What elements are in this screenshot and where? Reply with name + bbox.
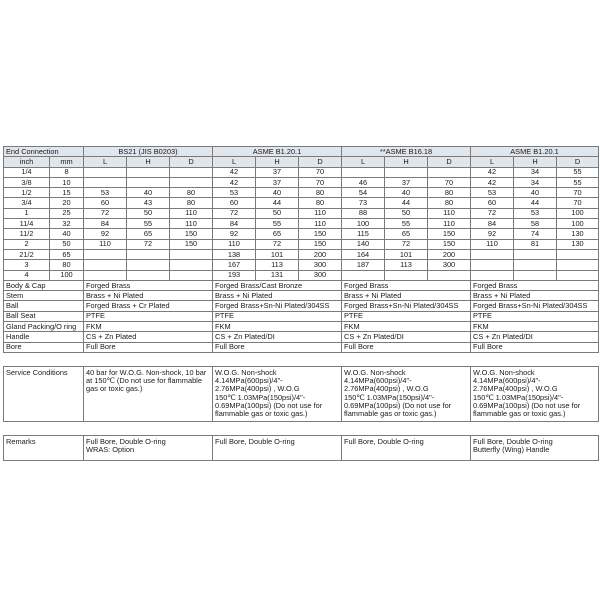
material-value: Brass + Ni Plated — [213, 291, 342, 301]
mm-header: mm — [50, 157, 84, 167]
dimension-cell: 80 — [428, 198, 471, 208]
material-row — [4, 291, 599, 301]
service-conditions-line: W.O.G. Non-shock — [344, 367, 406, 377]
size-row — [4, 270, 599, 280]
dimension-cell: 200 — [428, 249, 471, 259]
dimension-cell: 110 — [299, 208, 342, 218]
material-label: Stem — [4, 291, 84, 301]
service-conditions-line: 4.14MPa(600psi)/4"- — [473, 376, 541, 386]
dimension-cell: 70 — [557, 198, 599, 208]
dimension-cell: 50 — [385, 208, 428, 218]
dimension-cell — [84, 249, 127, 259]
size-mm-cell: 15 — [50, 188, 84, 198]
dimension-cell: 200 — [299, 249, 342, 259]
dimension-cell: 130 — [557, 229, 599, 239]
dimension-cell: 73 — [342, 198, 385, 208]
material-value: Forged Brass + Cr Plated — [84, 301, 213, 311]
dimension-cell: 84 — [84, 219, 127, 229]
size-mm-cell: 20 — [50, 198, 84, 208]
material-value: FKM — [342, 322, 471, 332]
dimension-cell: 55 — [557, 167, 599, 177]
remarks-line: Butterfly (Wing) Handle — [473, 445, 550, 455]
dimension-cell: 110 — [299, 219, 342, 229]
dimension-cell: 74 — [514, 229, 557, 239]
dimension-cell: 140 — [342, 239, 385, 249]
spacer-cell — [4, 421, 599, 435]
dimension-cell — [84, 177, 127, 187]
dimension-cell: 110 — [428, 219, 471, 229]
size-row — [4, 208, 599, 218]
dimension-cell — [342, 167, 385, 177]
size-inch-cell: 11/4 — [4, 219, 50, 229]
dimension-cell — [84, 260, 127, 270]
material-row — [4, 332, 599, 342]
service-conditions-line: W.O.G. Non-shock — [473, 367, 535, 377]
dimension-cell: 53 — [514, 208, 557, 218]
size-inch-cell: 4 — [4, 270, 50, 280]
dimension-cell: 72 — [385, 239, 428, 249]
dimension-cell: 44 — [256, 198, 299, 208]
dimension-cell: 80 — [299, 188, 342, 198]
size-inch-cell: 1/2 — [4, 188, 50, 198]
dimension-cell: 150 — [428, 239, 471, 249]
dimension-cell: 110 — [428, 208, 471, 218]
size-inch-cell: 2 — [4, 239, 50, 249]
dimension-cell: 300 — [428, 260, 471, 270]
remarks-value — [84, 435, 213, 460]
group-header-asme-b1201-b: ASME B1.20.1 — [471, 147, 599, 157]
size-row — [4, 167, 599, 177]
dimension-cell: 81 — [514, 239, 557, 249]
spec-table — [3, 146, 599, 461]
service-conditions-line: flammable gas or toxic gas.) — [344, 408, 437, 418]
dimension-cell: 70 — [299, 177, 342, 187]
material-value: PTFE — [213, 311, 342, 321]
dimension-cell: 115 — [342, 229, 385, 239]
dimension-cell: 150 — [299, 229, 342, 239]
material-value: Forged Brass+Sn-Ni Plated/304SS — [342, 301, 471, 311]
dimension-cell: 130 — [557, 239, 599, 249]
material-value: Forged Brass+Sn-Ni Plated/304SS — [471, 301, 599, 311]
dimension-cell: 37 — [256, 177, 299, 187]
size-row — [4, 229, 599, 239]
dim-header-d: D — [299, 157, 342, 167]
dimension-cell: 110 — [170, 208, 213, 218]
dimension-cell: 167 — [213, 260, 256, 270]
material-row — [4, 322, 599, 332]
dimension-cell: 40 — [385, 188, 428, 198]
size-row — [4, 239, 599, 249]
size-mm-cell: 10 — [50, 177, 84, 187]
dimension-cell: 150 — [170, 239, 213, 249]
dimension-cell — [127, 177, 170, 187]
dimension-cell: 50 — [256, 208, 299, 218]
dimension-cell — [342, 270, 385, 280]
dimension-cell: 53 — [84, 188, 127, 198]
dimension-cell: 193 — [213, 270, 256, 280]
dimension-cell — [170, 177, 213, 187]
material-value: Brass + Ni Plated — [471, 291, 599, 301]
material-value: Brass + Ni Plated — [84, 291, 213, 301]
dimension-cell — [471, 270, 514, 280]
dim-header-d: D — [170, 157, 213, 167]
dimension-cell: 43 — [127, 198, 170, 208]
service-conditions-line: at 150℃ (Do not use for flammable — [86, 376, 202, 386]
group-header-asme-b1201-a: ASME B1.20.1 — [213, 147, 342, 157]
dimension-cell: 37 — [385, 177, 428, 187]
dimension-cell: 34 — [514, 177, 557, 187]
material-value: FKM — [84, 322, 213, 332]
size-inch-cell: 1 — [4, 208, 50, 218]
material-value: Forged Brass — [84, 280, 213, 290]
dim-header-h: H — [127, 157, 170, 167]
dimension-cell: 55 — [127, 219, 170, 229]
service-conditions-line: 0.69MPa(100psi) (Do not use for — [473, 400, 581, 410]
dimension-cell: 53 — [471, 188, 514, 198]
dimension-cell — [127, 167, 170, 177]
material-value: Full Bore — [213, 342, 342, 352]
size-row — [4, 177, 599, 187]
service-conditions-line: 4.14MPa(600psi)/4"- — [215, 376, 283, 386]
size-inch-cell: 3 — [4, 260, 50, 270]
dimension-cell: 65 — [385, 229, 428, 239]
dimension-cell — [127, 260, 170, 270]
dimension-cell: 84 — [471, 219, 514, 229]
dim-header-d: D — [428, 157, 471, 167]
dimension-cell — [385, 270, 428, 280]
dimension-cell: 72 — [84, 208, 127, 218]
dim-header-l: L — [342, 157, 385, 167]
dimension-cell: 46 — [342, 177, 385, 187]
dimension-cell: 60 — [84, 198, 127, 208]
service-conditions-line: 150℃ 1.03MPa(150psi)/4"- — [473, 392, 564, 402]
end-connection-header: End Connection — [4, 147, 84, 157]
size-mm-cell: 8 — [50, 167, 84, 177]
spacer-cell — [4, 352, 599, 366]
material-value: CS + Zn Plated/DI — [213, 332, 342, 342]
material-label: Ball — [4, 301, 84, 311]
dimension-cell — [514, 249, 557, 259]
dimension-cell — [170, 260, 213, 270]
service-conditions-value — [342, 366, 471, 421]
service-conditions-line: 2.76MPa(400psi) , W.O.G — [344, 384, 429, 394]
dimension-cell — [557, 260, 599, 270]
dimension-cell: 150 — [428, 229, 471, 239]
dimension-cell: 92 — [213, 229, 256, 239]
material-row — [4, 342, 599, 352]
dimension-cell: 92 — [471, 229, 514, 239]
dimension-cell: 113 — [385, 260, 428, 270]
dimension-cell — [471, 260, 514, 270]
size-row — [4, 188, 599, 198]
material-row — [4, 301, 599, 311]
dimension-cell: 65 — [127, 229, 170, 239]
remarks-line: Full Bore, Double O-ring — [86, 436, 166, 446]
dim-header-l: L — [213, 157, 256, 167]
material-value: Brass + Ni Plated — [342, 291, 471, 301]
service-conditions-line: 0.69MPa(100psi) (Do not use for — [215, 400, 323, 410]
size-mm-cell: 40 — [50, 229, 84, 239]
dimension-cell: 92 — [84, 229, 127, 239]
material-value: Full Bore — [84, 342, 213, 352]
dimension-cell: 110 — [170, 219, 213, 229]
dimension-cell — [471, 249, 514, 259]
dimension-cell: 70 — [428, 177, 471, 187]
dimension-cell: 34 — [514, 167, 557, 177]
dimension-cell: 70 — [557, 188, 599, 198]
dimension-cell: 72 — [213, 208, 256, 218]
dimension-cell: 300 — [299, 260, 342, 270]
dimension-cell: 150 — [170, 229, 213, 239]
dimension-cell — [385, 167, 428, 177]
dimension-cell: 164 — [342, 249, 385, 259]
dimension-cell: 72 — [127, 239, 170, 249]
size-mm-cell: 100 — [50, 270, 84, 280]
dimension-cell — [557, 249, 599, 259]
dimension-cell: 40 — [256, 188, 299, 198]
dimension-cell: 101 — [385, 249, 428, 259]
group-header-asme-b1618: **ASME B16.18 — [342, 147, 471, 157]
size-mm-cell: 65 — [50, 249, 84, 259]
dimension-cell: 110 — [471, 239, 514, 249]
service-conditions-line: 4.14MPa(600psi)/4"- — [344, 376, 412, 386]
dimension-cell: 84 — [213, 219, 256, 229]
size-inch-cell: 3/4 — [4, 198, 50, 208]
service-conditions-line: 150℃ 1.03MPa(150psi)/4"- — [215, 392, 306, 402]
remarks — [4, 435, 599, 460]
dimension-cell — [514, 270, 557, 280]
material-value: PTFE — [342, 311, 471, 321]
size-row — [4, 198, 599, 208]
remarks-line: WRAS: Option — [86, 445, 135, 455]
dimension-cell: 40 — [127, 188, 170, 198]
dimension-cell: 101 — [256, 249, 299, 259]
size-mm-cell: 80 — [50, 260, 84, 270]
size-inch-cell: 1/4 — [4, 167, 50, 177]
size-mm-cell: 32 — [50, 219, 84, 229]
size-mm-cell: 50 — [50, 239, 84, 249]
material-value: Forged Brass — [342, 280, 471, 290]
dimension-cell: 58 — [514, 219, 557, 229]
dimension-cell: 187 — [342, 260, 385, 270]
material-row — [4, 280, 599, 290]
group-header-bs21: BS21 (JIS B0203) — [84, 147, 213, 157]
dimension-cell: 131 — [256, 270, 299, 280]
remarks-value — [213, 435, 342, 460]
service-conditions — [4, 366, 599, 421]
service-conditions-line: flammable gas or toxic gas.) — [215, 408, 308, 418]
dimension-cell: 60 — [213, 198, 256, 208]
header-row-groups — [4, 147, 599, 157]
dimension-cell: 80 — [428, 188, 471, 198]
dimension-cell: 113 — [256, 260, 299, 270]
dimension-cell: 110 — [84, 239, 127, 249]
dimension-cell: 55 — [256, 219, 299, 229]
dimension-cell: 72 — [256, 239, 299, 249]
dimension-cell: 53 — [213, 188, 256, 198]
material-value: Full Bore — [471, 342, 599, 352]
dimension-cell: 44 — [385, 198, 428, 208]
dimension-cell — [84, 167, 127, 177]
service-conditions-label: Service Conditions — [4, 366, 84, 421]
material-value: CS + Zn Plated/DI — [471, 332, 599, 342]
service-conditions-line: 2.76MPa(400psi) , W.O.G — [473, 384, 558, 394]
dimension-cell: 100 — [557, 208, 599, 218]
size-inch-cell: 21/2 — [4, 249, 50, 259]
material-label: Gland Packing/O ring — [4, 322, 84, 332]
material-value: Forged Brass — [471, 280, 599, 290]
material-label: Handle — [4, 332, 84, 342]
dimension-cell — [428, 270, 471, 280]
dimension-cell: 60 — [471, 198, 514, 208]
dim-header-h: H — [256, 157, 299, 167]
spacer-row — [4, 352, 599, 366]
size-mm-cell: 25 — [50, 208, 84, 218]
service-conditions-line: 150℃ 1.03MPa(150psi)/4"- — [344, 392, 435, 402]
dim-header-h: H — [514, 157, 557, 167]
service-conditions-value — [84, 366, 213, 421]
size-inch-cell: 3/8 — [4, 177, 50, 187]
size-row — [4, 249, 599, 259]
dimension-cell — [84, 270, 127, 280]
remarks-value — [471, 435, 599, 460]
spacer-row — [4, 421, 599, 435]
dimension-cell: 300 — [299, 270, 342, 280]
dimension-cell: 50 — [127, 208, 170, 218]
remarks-line: Full Bore, Double O-ring — [215, 436, 295, 446]
dimension-cell — [557, 270, 599, 280]
dimension-cell: 42 — [471, 167, 514, 177]
material-value: Full Bore — [342, 342, 471, 352]
dimension-cell: 44 — [514, 198, 557, 208]
material-row — [4, 311, 599, 321]
dimension-cell: 65 — [256, 229, 299, 239]
service-conditions-line: W.O.G. Non-shock — [215, 367, 277, 377]
dimension-cell: 80 — [299, 198, 342, 208]
service-conditions-line: 0.69MPa(100psi) (Do not use for — [344, 400, 452, 410]
material-label: Ball Seat — [4, 311, 84, 321]
dim-header-l: L — [84, 157, 127, 167]
service-conditions-line: 40 bar for W.O.G. Non-shock, 10 bar — [86, 367, 207, 377]
service-conditions-line: flammable gas or toxic gas.) — [473, 408, 566, 418]
dimension-cell: 88 — [342, 208, 385, 218]
dimension-cell — [170, 249, 213, 259]
dimension-cell: 138 — [213, 249, 256, 259]
remarks-value — [342, 435, 471, 460]
material-value: CS + Zn Plated — [84, 332, 213, 342]
spec-sheet — [3, 146, 597, 461]
remarks-label: Remarks — [4, 435, 84, 460]
spec-table-body — [4, 147, 599, 461]
dim-header-h: H — [385, 157, 428, 167]
dimension-cell: 42 — [471, 177, 514, 187]
dimension-cell — [127, 270, 170, 280]
dimension-cell: 110 — [213, 239, 256, 249]
material-label: Bore — [4, 342, 84, 352]
dimension-cell: 100 — [557, 219, 599, 229]
dimension-cell: 37 — [256, 167, 299, 177]
dimension-cell — [428, 167, 471, 177]
size-row — [4, 260, 599, 270]
dimension-cell — [170, 167, 213, 177]
dimension-cell: 54 — [342, 188, 385, 198]
dimension-cell — [127, 249, 170, 259]
dimension-cell: 55 — [385, 219, 428, 229]
dimension-cell: 100 — [342, 219, 385, 229]
dimension-cell: 80 — [170, 188, 213, 198]
dimension-cell: 150 — [299, 239, 342, 249]
material-value: FKM — [471, 322, 599, 332]
dim-header-l: L — [471, 157, 514, 167]
dimension-cell: 70 — [299, 167, 342, 177]
material-value: CS + Zn Plated/DI — [342, 332, 471, 342]
service-conditions-value — [471, 366, 599, 421]
material-label: Body & Cap — [4, 280, 84, 290]
material-value: PTFE — [471, 311, 599, 321]
dimension-cell: 72 — [471, 208, 514, 218]
service-conditions-line: 2.76MPa(400psi) , W.O.G — [215, 384, 300, 394]
dimension-cell: 55 — [557, 177, 599, 187]
header-row-dims — [4, 157, 599, 167]
dimension-cell: 42 — [213, 167, 256, 177]
dimension-cell: 80 — [170, 198, 213, 208]
material-value: FKM — [213, 322, 342, 332]
remarks-line: Full Bore, Double O-ring — [473, 436, 553, 446]
service-conditions-value — [213, 366, 342, 421]
material-value: Forged Brass+Sn-Ni Plated/304SS — [213, 301, 342, 311]
material-value: PTFE — [84, 311, 213, 321]
remarks-line: Full Bore, Double O-ring — [344, 436, 424, 446]
size-inch-cell: 11/2 — [4, 229, 50, 239]
dimension-cell — [170, 270, 213, 280]
size-row — [4, 219, 599, 229]
material-value: Forged Brass/Cast Bronze — [213, 280, 342, 290]
dimension-cell: 40 — [514, 188, 557, 198]
dimension-cell: 42 — [213, 177, 256, 187]
inch-header: inch — [4, 157, 50, 167]
service-conditions-line: gas or toxic gas.) — [86, 384, 143, 394]
dimension-cell — [514, 260, 557, 270]
dim-header-d: D — [557, 157, 599, 167]
